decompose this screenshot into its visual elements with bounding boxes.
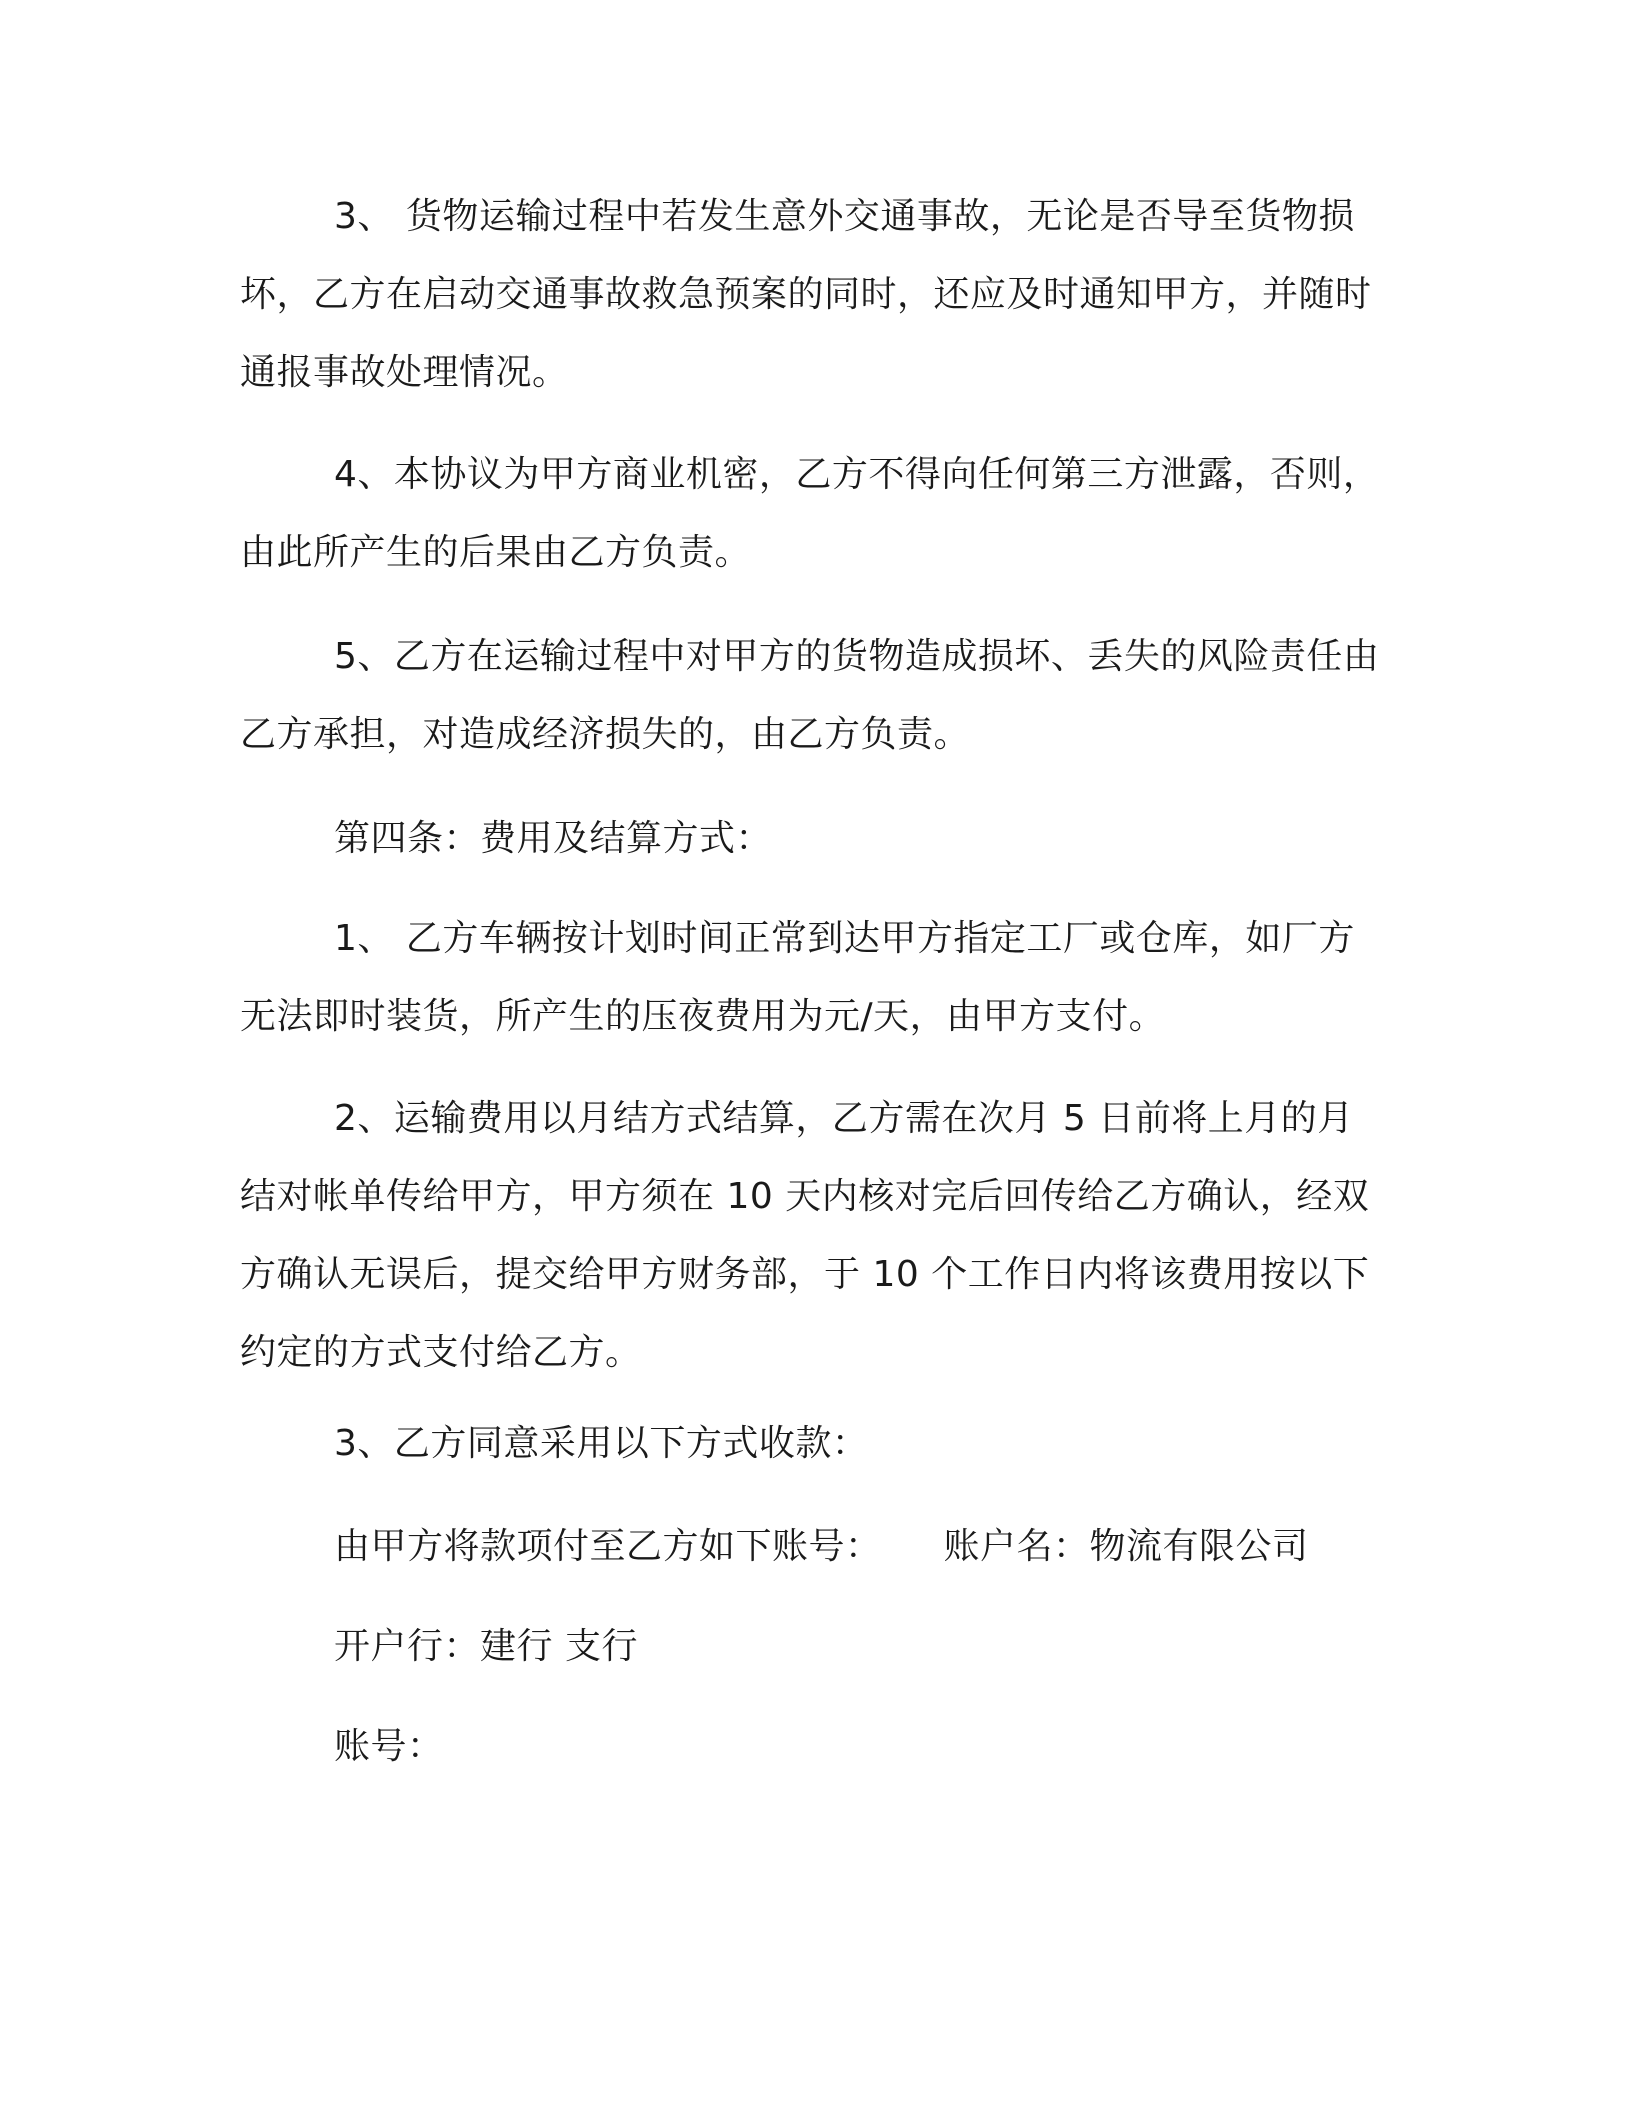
account-name-label: 账户名： [943,1526,1090,1567]
article-4-paragraph-2: 2、运输费用以月结方式结算，乙方需在次月 5 日前将上月的月结对帐单传给甲方，甲方须在 10 天内核对完后回传给乙方确认，经双方确认无误后，提交给甲方财务部，于 10 个工作日内将该费用按以下约定的方式支付给乙方。 [240,1098,1370,1373]
article-4-paragraph-3: 3、乙方同意采用以下方式收款： [334,1423,869,1464]
bank-value: 建行 支行 [480,1626,638,1667]
article-4-paragraph-1: 1、 乙方车辆按计划时间正常到达甲方指定工厂或仓库，如厂方无法即时装货，所产生的压夜费用为元/天，由甲方支付。 [240,918,1355,1037]
bank-label: 开户行： [334,1626,481,1667]
paragraph-3: 3、 货物运输过程中若发生意外交通事故，无论是否导至货物损坏，乙方在启动交通事故救急预案的同时，还应及时通知甲方，并随时通报事故处理情况。 [240,196,1372,393]
article-4-title: 第四条：费用及结算方式： [334,818,773,859]
account-number-line [334,1708,444,1786]
account-number-label: 账号： [334,1726,444,1767]
bank-line [334,1608,638,1686]
payment-account-line [334,1508,1309,1586]
account-name-value: 物流有限公司 [1089,1526,1309,1567]
paragraph-4: 4、本协议为甲方商业机密，乙方不得向任何第三方泄露，否则，由此所产生的后果由乙方负责。 [240,454,1380,573]
pay-to-label: 由甲方将款项付至乙方如下账号： [334,1526,882,1567]
paragraph-5: 5、乙方在运输过程中对甲方的货物造成损坏、丢失的风险责任由乙方承担，对造成经济损失的，由乙方负责。 [240,636,1380,755]
